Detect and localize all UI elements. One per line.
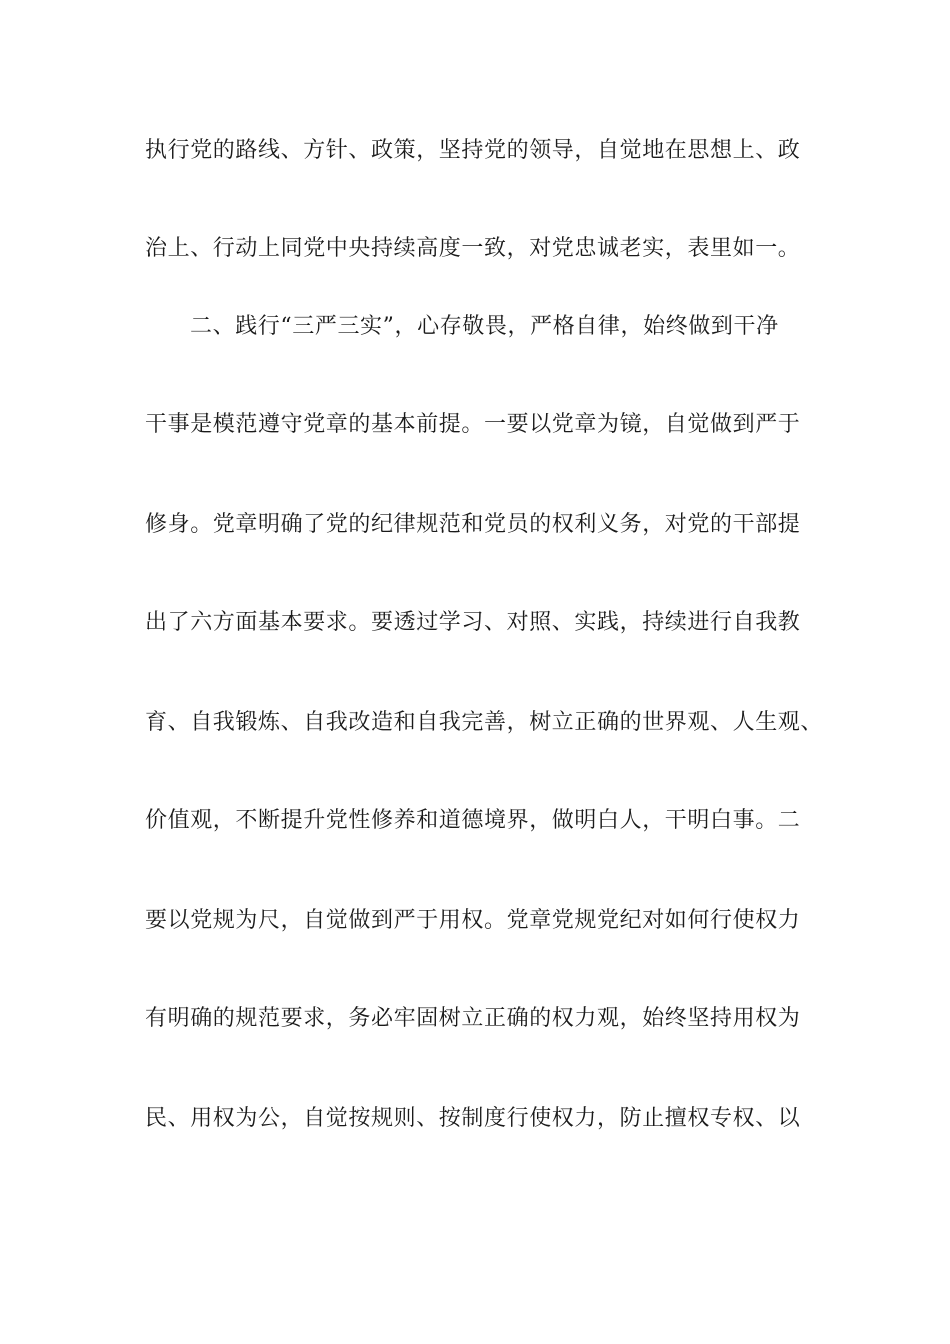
paragraph-start-line: 二、践行“三严三实”，心存敬畏，严格自律，始终做到干净 (190, 314, 779, 339)
text-line: 育、自我锻炼、自我改造和自我完善，树立正确的世界观、人生观、 (145, 710, 824, 735)
text-line: 价值观，不断提升党性修养和道德境界，做明白人，干明白事。二 (145, 808, 801, 833)
text-line: 治上、行动上同党中央持续高度一致，对党忠诚老实，表里如一。 (145, 236, 801, 261)
text-line: 民、用权为公，自觉按规则、按制度行使权力，防止擅权专权、以 (145, 1106, 801, 1131)
text-line: 修身。党章明确了党的纪律规范和党员的权利义务，对党的干部提 (145, 512, 801, 537)
text-line: 有明确的规范要求，务必牢固树立正确的权力观，始终坚持用权为 (145, 1006, 801, 1031)
text-line: 执行党的路线、方针、政策，坚持党的领导，自觉地在思想上、政 (145, 138, 801, 163)
text-line: 要以党规为尺，自觉做到严于用权。党章党规党纪对如何行使权力 (145, 908, 801, 933)
text-line: 干事是模范遵守党章的基本前提。一要以党章为镜，自觉做到严于 (145, 412, 801, 437)
text-line: 出了六方面基本要求。要透过学习、对照、实践，持续进行自我教 (145, 610, 801, 635)
